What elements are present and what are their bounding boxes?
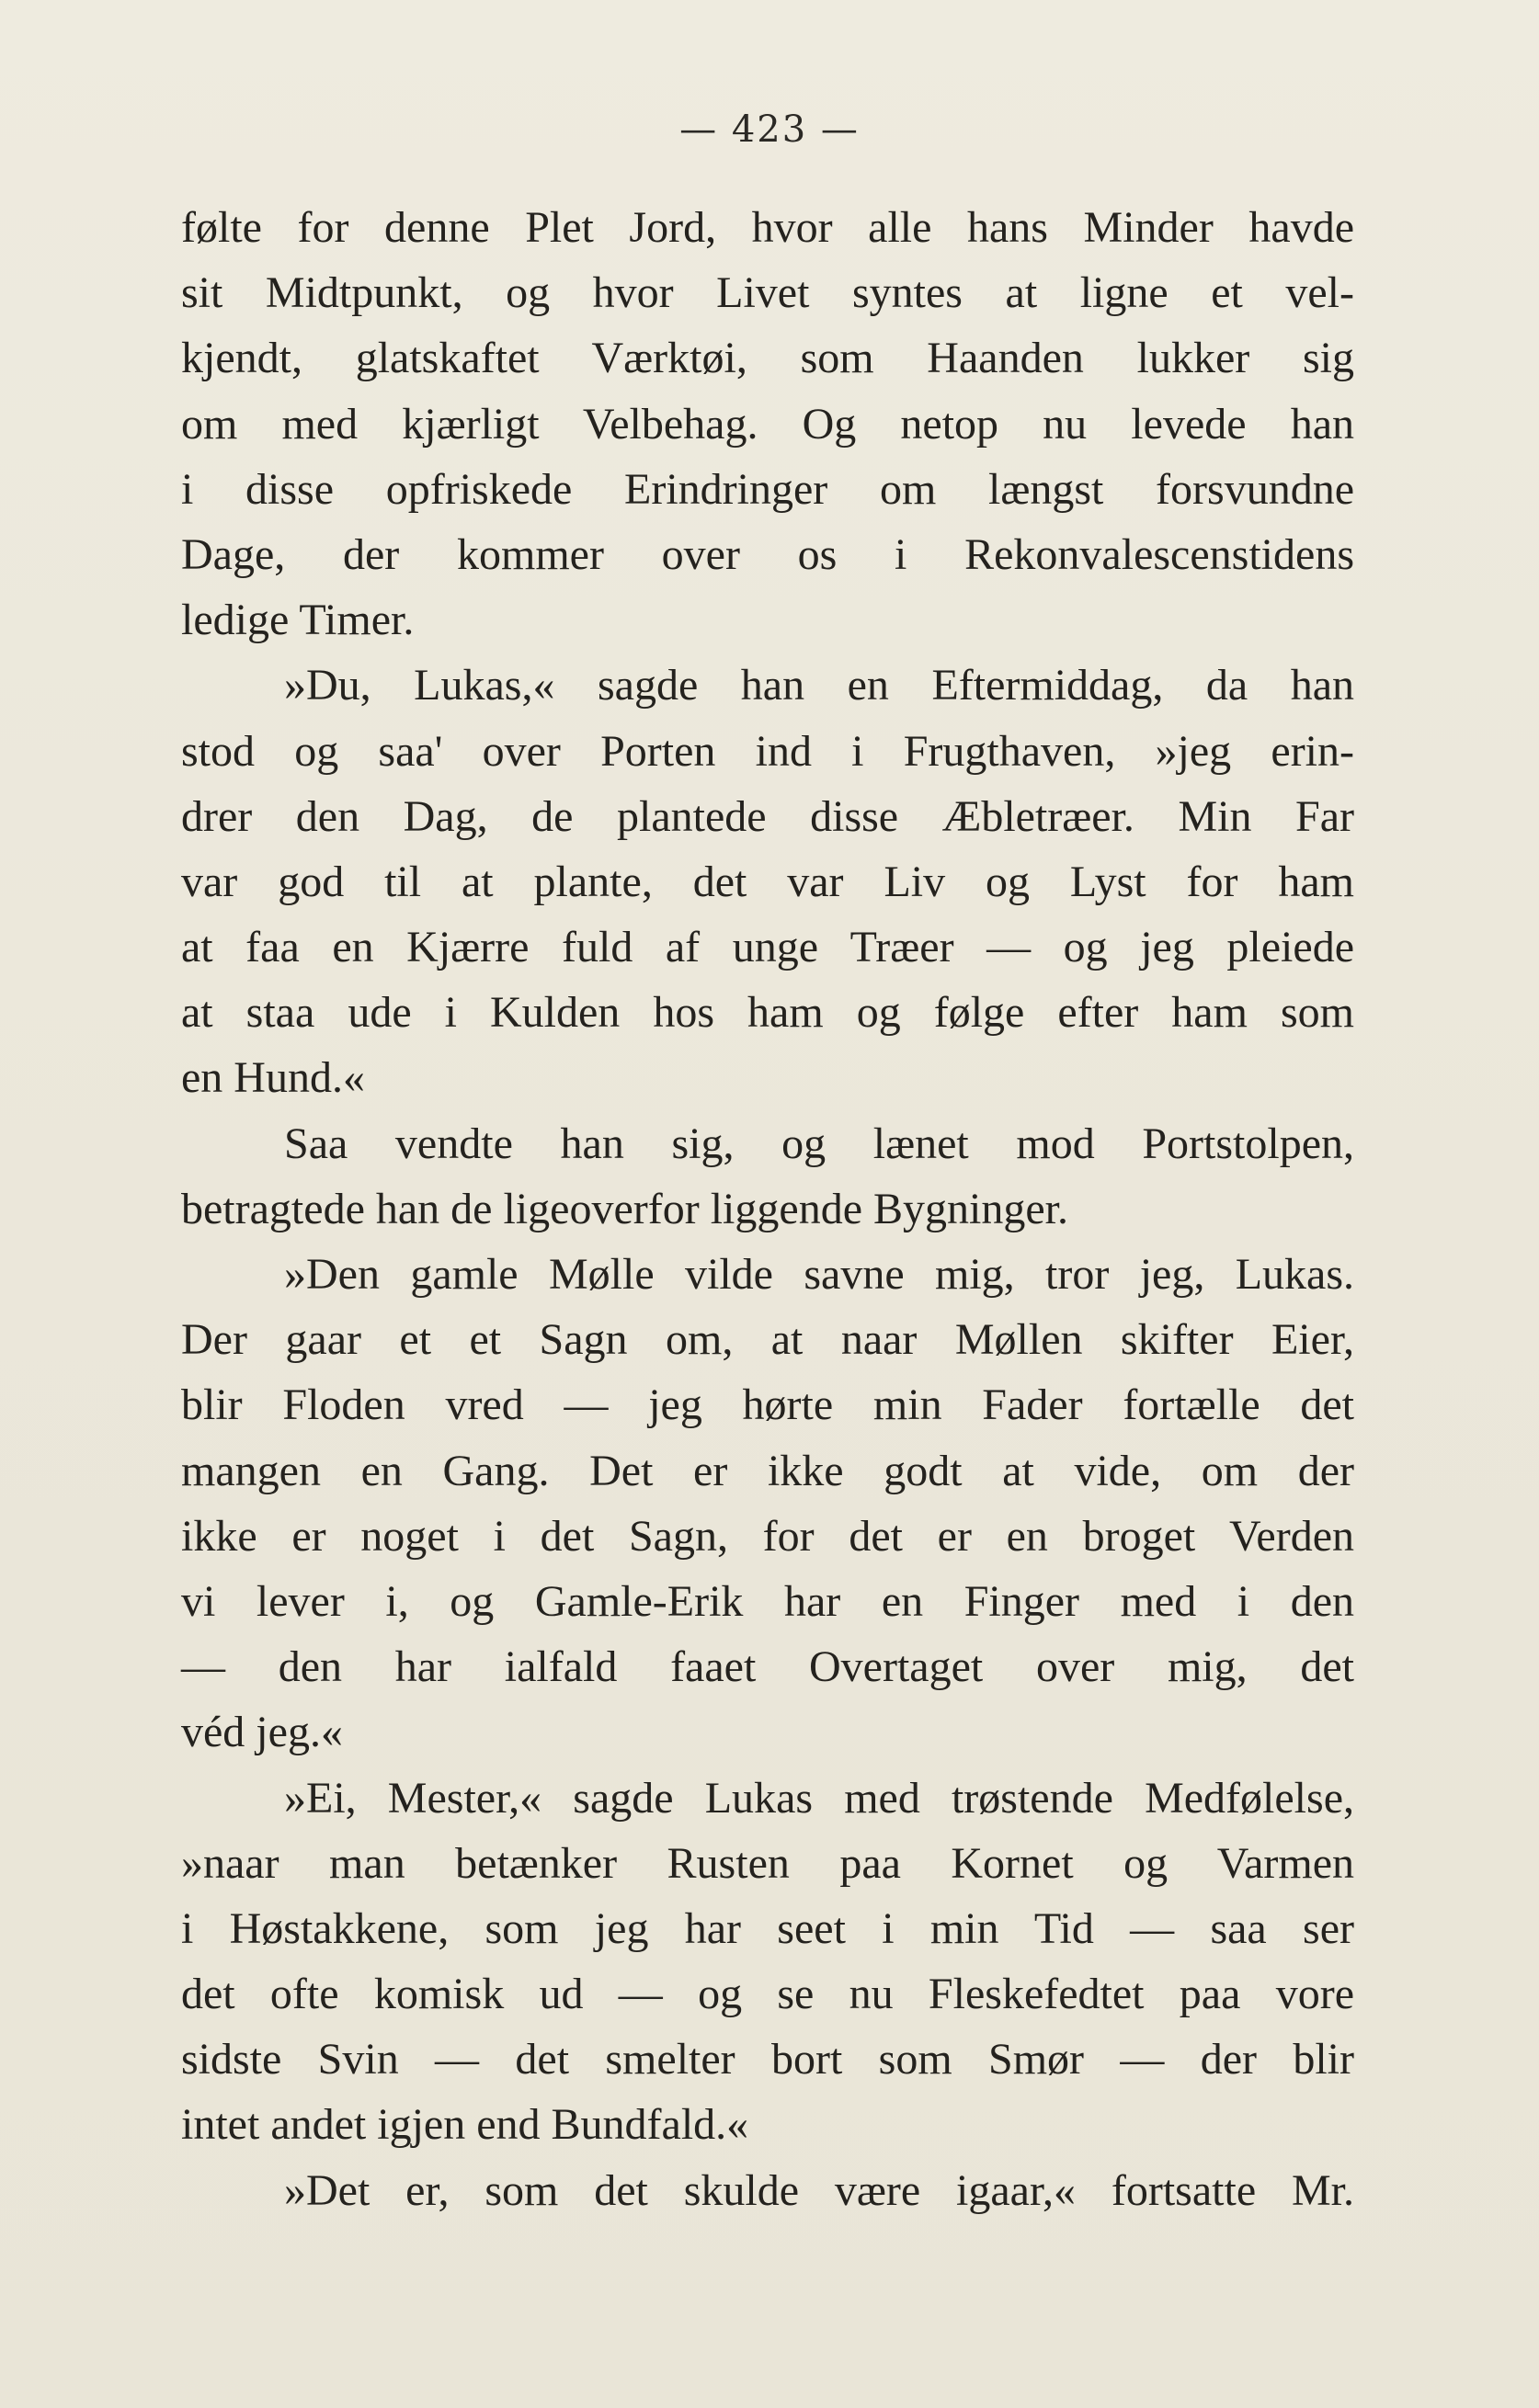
text-line: blir Floden vred — jeg hørte min Fader fortælle det xyxy=(181,1380,1354,1430)
text-line: Dage, der kommer over os i Rekonvalescenstidens xyxy=(181,529,1354,579)
body-text xyxy=(181,195,1354,2223)
text-line: drer den Dag, de plantede disse Æbletræer. Min Far xyxy=(181,791,1354,841)
text-line: en Hund.« xyxy=(181,1053,365,1103)
text-line: at faa en Kjærre fuld af unge Træer — og jeg pleiede xyxy=(181,923,1354,972)
text-line: følte for denne Plet Jord, hvor alle hans Minder havde xyxy=(181,203,1354,252)
text-line: i Høstakkene, som jeg har seet i min Tid — saa ser xyxy=(181,1903,1354,1953)
text-line: »Den gamle Mølle vilde savne mig, tror jeg, Lukas. xyxy=(284,1250,1354,1299)
text-line: Der gaar et et Sagn om, at naar Møllen skifter Eier, xyxy=(181,1315,1354,1365)
text-line: kjendt, glatskaftet Værktøi, som Haanden lukker sig xyxy=(181,334,1354,383)
text-line: ikke er noget i det Sagn, for det er en broget Verden xyxy=(181,1511,1354,1561)
text-line: Saa vendte han sig, og lænet mod Portstolpen, xyxy=(284,1119,1354,1168)
text-line: »Det er, som det skulde være igaar,« fortsatte Mr. xyxy=(284,2165,1354,2215)
text-line: mangen en Gang. Det er ikke godt at vide, om der xyxy=(181,1446,1354,1495)
text-line: stod og saa' over Porten ind i Frugthaven, »jeg erin- xyxy=(181,726,1354,776)
page-number: — 423 — xyxy=(679,108,860,151)
text-line: intet andet igjen end Bundfald.« xyxy=(181,2100,749,2150)
text-line: var god til at plante, det var Liv og Lyst for ham xyxy=(181,857,1354,906)
text-line: »Ei, Mester,« sagde Lukas med trøstende Medfølelse, xyxy=(284,1773,1354,1823)
text-line: »Du, Lukas,« sagde han en Eftermiddag, da han xyxy=(284,661,1354,710)
text-line: i disse opfriskede Erindringer om længst forsvundne xyxy=(181,464,1354,514)
text-line: véd jeg.« xyxy=(181,1708,343,1757)
text-line: »naar man betænker Rusten paa Kornet og Varmen xyxy=(181,1838,1354,1888)
text-line: — den har ialfald faaet Overtaget over mig, det xyxy=(181,1642,1354,1692)
text-line: det ofte komisk ud — og se nu Fleskefedtet paa vore xyxy=(181,1970,1354,2019)
text-line: sidste Svin — det smelter bort som Smør — der blir xyxy=(181,2035,1354,2084)
text-line: ledige Timer. xyxy=(181,596,415,645)
text-line: betragtede han de ligeoverfor liggende Bygninger. xyxy=(181,1184,1068,1233)
text-line: om med kjærligt Velbehag. Og netop nu levede han xyxy=(181,399,1354,449)
text-line: vi lever i, og Gamle-Erik har en Finger med i den xyxy=(181,1576,1354,1626)
text-line: at staa ude i Kulden hos ham og følge efter ham som xyxy=(181,988,1354,1038)
text-line: sit Midtpunkt, og hvor Livet syntes at ligne et vel- xyxy=(181,268,1354,318)
